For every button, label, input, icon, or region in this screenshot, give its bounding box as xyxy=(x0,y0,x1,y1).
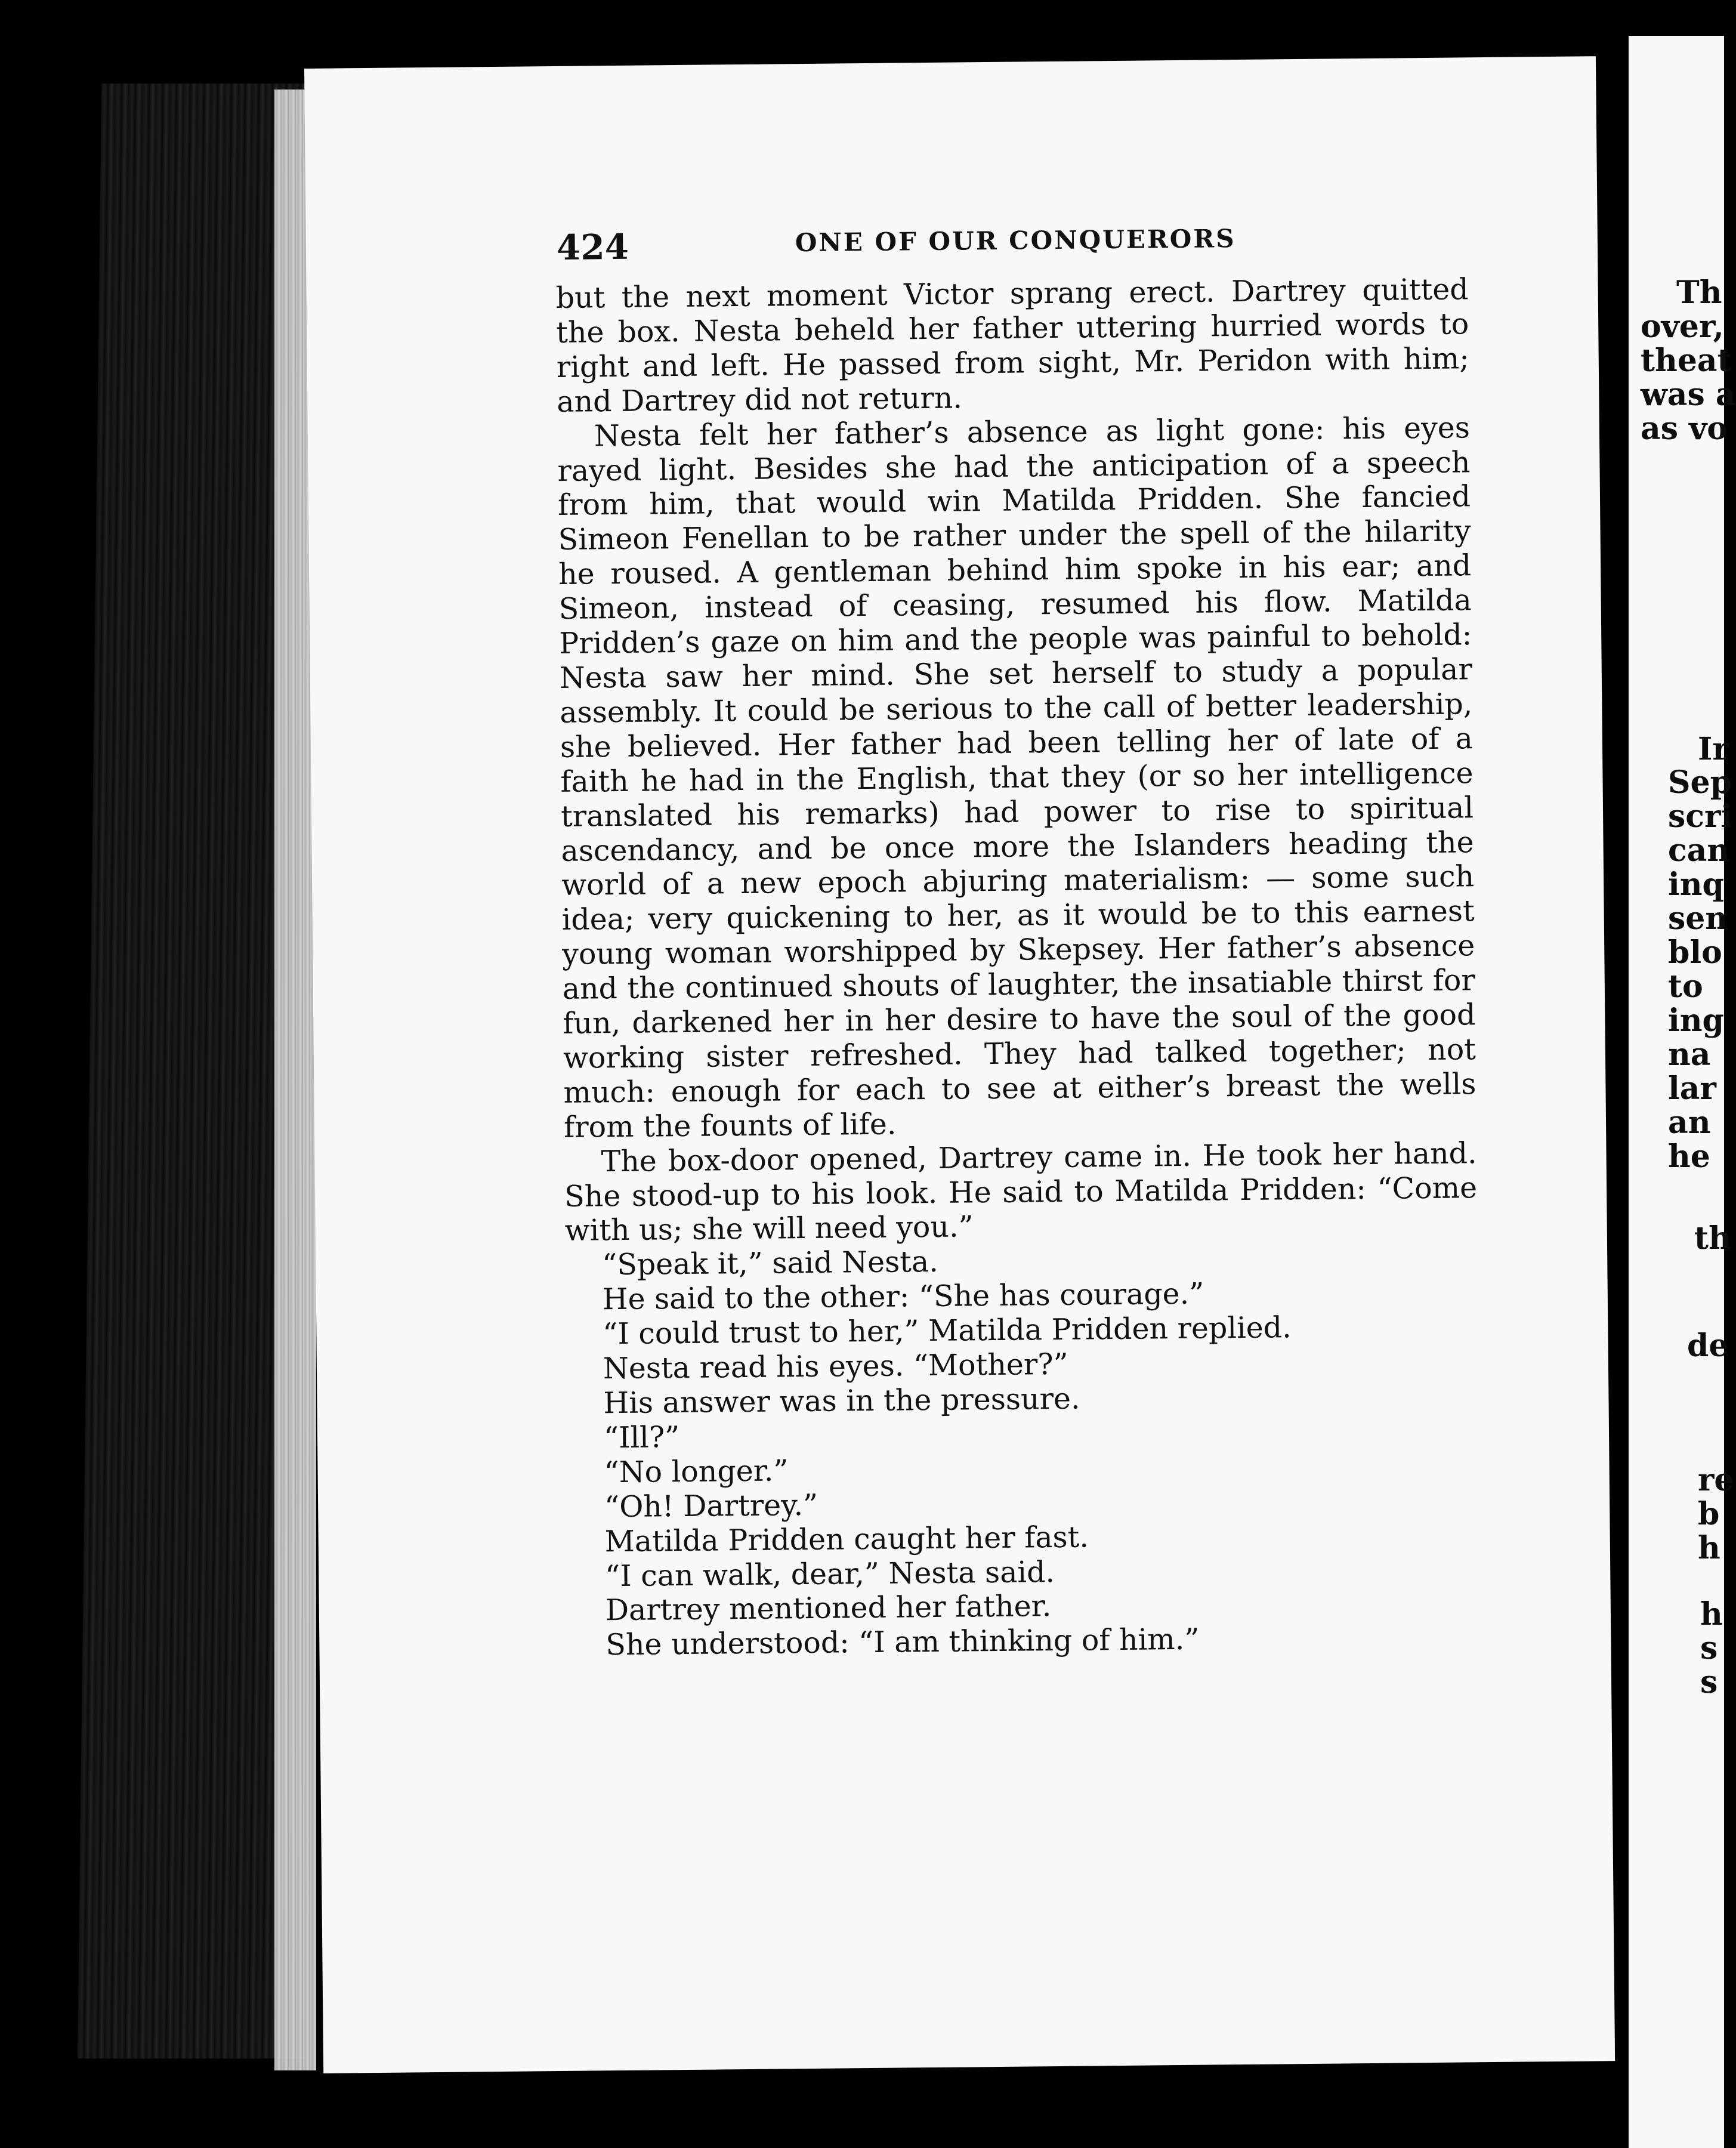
facing-page-text: re xyxy=(1698,1462,1734,1498)
facing-page-text: de xyxy=(1687,1328,1729,1364)
dialogue-line-8: “Oh! Dartrey.” xyxy=(604,1487,818,1524)
dialogue-line-6: “Ill?” xyxy=(603,1419,680,1455)
facing-page-text: scri xyxy=(1668,798,1733,835)
paragraph-1: but the next moment Victor sprang erect. Dartrey quitted the box. Nesta beheld her father uttering hurried words to right and left. He passed from sight, Mr. Peridon with him; and Dartrey did not return. xyxy=(555,272,1470,419)
facing-page-fragment xyxy=(1629,36,1736,2148)
page-body-text xyxy=(555,272,1481,1663)
paragraph-3: The box-door opened, Dartrey came in. He took her hand. She stood-up to his look. He said to Matilda Pridden: “Come with us; she will need you.” xyxy=(564,1135,1478,1248)
facing-page-text: Sep xyxy=(1668,764,1732,801)
dialogue-line-3: “I could trust to her,” Matilda Pridden replied. xyxy=(603,1310,1292,1351)
facing-page-text: s xyxy=(1700,1664,1718,1700)
facing-page-text: th xyxy=(1694,1220,1731,1257)
facing-page-text: was a xyxy=(1641,376,1736,413)
facing-page-text: lar xyxy=(1668,1070,1716,1107)
running-title: ONE OF OUR CONQUERORS xyxy=(795,224,1236,258)
facing-page-text: h xyxy=(1698,1530,1720,1566)
dialogue-line-12: She understood: “I am thinking of him.” xyxy=(606,1622,1200,1662)
facing-page-text: s xyxy=(1700,1630,1718,1666)
facing-page-text: Ir xyxy=(1698,731,1729,767)
dialogue-line-5: His answer was in the pressure. xyxy=(603,1381,1080,1421)
paragraph-2: Nesta felt her father’s absence as light gone: his eyes rayed light. Besides she had the anticipation of a speech from him, that would win Matilda Pridden. She fancied Simeon Fenellan to be rather under the spell of the hilarity he roused. A gentleman behind him spoke in his ear; and Simeon, instead of ceasing, resumed his flow. Matilda Pridden’s gaze on him and the people was painful to behold: Nesta saw her mind. She set herself to study a popular assembly. It could be serious to the call of better leadership, she believed. Her father had been telling her of late of a faith he had in the English, that they (or so her intelligence translated his remarks) had power to rise to spiritual ascendancy, and be once more the Islanders heading the world of a new epoch abjuring materialism: — some such idea; very quickening to her, as it would be to this earnest young woman worshipped by Skepsey. Her father’s absence and the continued shouts of laughter, the insatiable thirst for fun, darkened her in her desire to have the soul of the good working sister refreshed. They had talked together; not much: enough for each to see at either’s breast the wells from the founts of life. xyxy=(557,410,1476,1144)
facing-page-text: an xyxy=(1668,1104,1711,1141)
facing-page-text: sen xyxy=(1668,900,1728,937)
dialogue-line-10: “I can walk, dear,” Nesta said. xyxy=(605,1554,1055,1593)
dialogue-line-4: Nesta read his eyes. “Mother?” xyxy=(603,1347,1068,1386)
facing-page-text: ing xyxy=(1668,1002,1724,1039)
facing-page-text: he xyxy=(1668,1138,1710,1175)
facing-page-text: Th xyxy=(1676,274,1722,311)
facing-page-text: blo xyxy=(1668,934,1722,971)
dialogue-line-7: “No longer.” xyxy=(604,1453,789,1490)
dialogue-line-1: “Speak it,” said Nesta. xyxy=(601,1245,939,1282)
dialogue-line-2: He said to the other: “She has courage.” xyxy=(602,1276,1204,1317)
dialogue-line-9: Matilda Pridden caught her fast. xyxy=(604,1520,1089,1558)
book-page xyxy=(304,56,1615,2073)
facing-page-text: can xyxy=(1668,832,1730,869)
facing-page-text: as vo xyxy=(1641,411,1728,447)
facing-page-text: theat xyxy=(1641,342,1732,379)
facing-page-text: b xyxy=(1698,1496,1720,1532)
facing-page-text: na xyxy=(1668,1036,1711,1073)
facing-page-text: h xyxy=(1700,1596,1723,1632)
page-number: 424 xyxy=(556,226,629,268)
facing-page-text: over, xyxy=(1641,308,1724,345)
dialogue-line-11: Dartrey mentioned her father. xyxy=(605,1589,1052,1628)
facing-page-text: inq xyxy=(1668,866,1724,903)
facing-page-text: to xyxy=(1668,968,1703,1005)
